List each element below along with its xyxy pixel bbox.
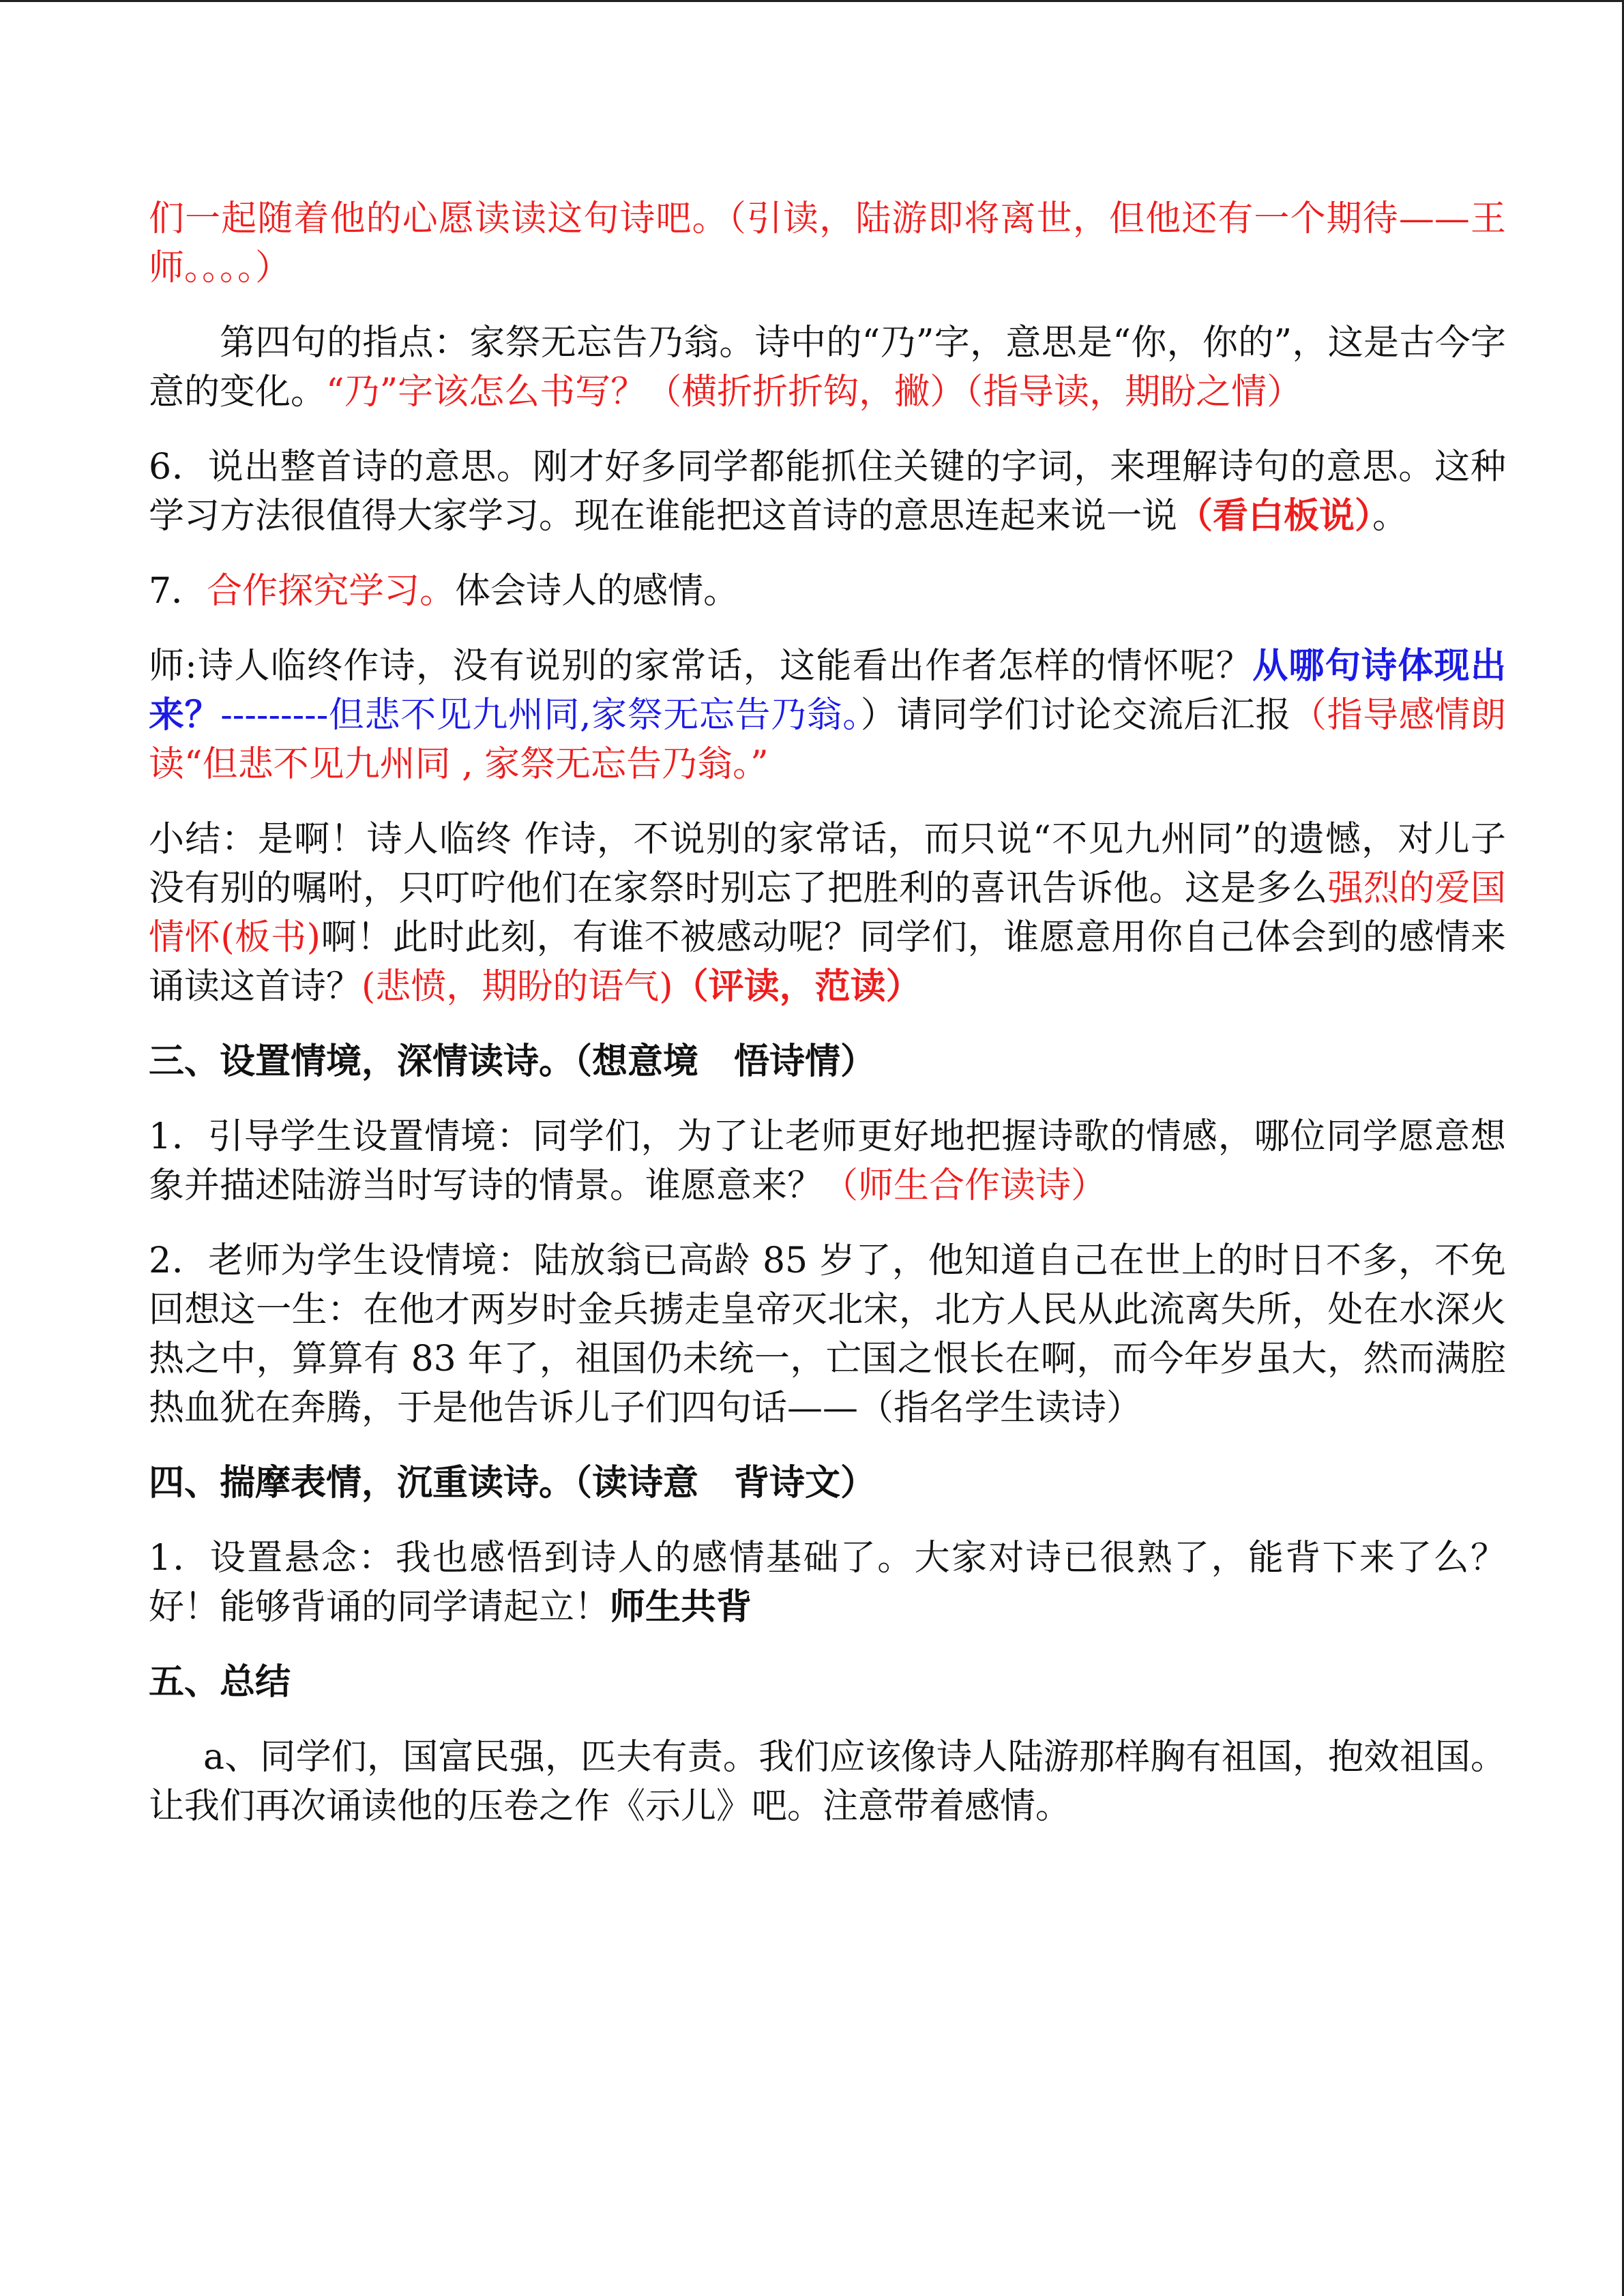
answer-text: ---------但悲不见九州同,家祭无忘告乃翁。 (220, 695, 861, 736)
emphasis-text: 师生共背 (610, 1586, 752, 1628)
paragraph-fourth-line (149, 318, 1506, 417)
body-text: 2．老师为学生设情境：陆放翁已高龄 85 岁了，他知道自己在世上的时日不多，不免回想这一生：在他才两岁时金兵掳走皇帝灭北宋，北方人民从此流离失所，处在水深火热之中，算算有 83 年了，祖国仍未统一，亡国之恨长在啊，而今年岁虽大，然而满腔热血犹在奔腾，于是他告诉儿子们四句话——（指名学生读诗） (149, 1240, 1506, 1429)
body-text: 1．引导学生设置情境：同学们，为了让老师更好地把握诗歌的情感，哪位同学愿意想象并描述陆游当时写诗的情景。谁愿意来？ (149, 1116, 1506, 1206)
annotation-text: (悲愤，期盼的语气) (361, 966, 673, 1007)
section-heading-5: 五、总结 (149, 1661, 291, 1703)
document-body (149, 194, 1506, 1857)
annotation-text: 们一起随着他的心愿读读这句诗吧。（引读，陆游即将离世，但他还有一个期待——王师。。。。） (149, 198, 1506, 288)
question-text: 从哪句诗体现出来？ (149, 645, 1506, 736)
body-text: ）请同学们讨论交流后汇报 (860, 695, 1292, 736)
section-heading-3: 三、设置情境，深情读诗。（想意境 悟诗情） (149, 1041, 876, 1082)
annotation-text: （指导感情朗读“但悲不见九州同 , 家祭无忘告乃翁。” (149, 695, 1506, 785)
body-text: 7． (149, 571, 207, 612)
paragraph-teacher-question (149, 642, 1506, 789)
body-text: 小结：是啊！诗人临终 作诗，不说别的家常话，而只说“不见九州同”的遗憾，对儿子没有别的嘱咐，只叮咛他们在家祭时别忘了把胜利的喜讯告诉他。这是多么 (149, 819, 1506, 909)
body-text: 1．设置悬念：我也感悟到诗人的感情基础了。大家对诗已很熟了，能背下来了么？好！能够背诵的同学请起立！ (149, 1538, 1506, 1628)
annotation-text: “乃”字该怎么书写？（横折折折钩，撇）（指导读，期盼之情） (326, 372, 1303, 413)
annotation-text: （看白板说） (1177, 495, 1373, 537)
body-text: 体会诗人的感情。 (455, 571, 739, 612)
body-text: 师:诗人临终作诗，没有说别的家常话，这能看出作者怎样的情怀呢？ (149, 646, 1253, 687)
body-text: 。 (1372, 496, 1408, 537)
section-heading-4: 四、揣摩表情，沉重读诗。（读诗意 背诗文） (149, 1462, 876, 1504)
body-text: 第四句的指点：家祭无忘告乃翁。诗中的“乃”字，意思是“你，你的”，这是古今字意的变化。 (149, 323, 1506, 413)
body-text: 啊！此时此刻，有谁不被感动呢？同学们，谁愿意用你自己体会到的感情来诵读这首诗？ (149, 917, 1506, 1007)
body-text: 6．说出整首诗的意思。刚才好多同学都能抓住关键的字词，来理解诗句的意思。这种学习方法很值得大家学习。现在谁能把这首诗的意思连起来说一说 (149, 447, 1506, 537)
annotation-text: 合作探究学习。 (207, 571, 456, 612)
paragraph-conclusion (149, 1733, 1506, 1831)
paragraph-suspense (149, 1534, 1506, 1632)
paragraph-step-6 (149, 443, 1506, 541)
paragraph-teacher-situation (149, 1236, 1506, 1433)
paragraph-guided-reading (149, 194, 1506, 293)
annotation-text: （师生合作读诗） (823, 1165, 1107, 1206)
paragraph-setting-situation (149, 1112, 1506, 1210)
annotation-text: （评读，范读） (673, 966, 921, 1007)
annotation-text: 强烈的爱国情怀(板书) (149, 868, 1506, 958)
paragraph-summary (149, 815, 1506, 1011)
paragraph-step-7 (149, 567, 1506, 616)
body-text: a、同学们，国富民强，匹夫有责。我们应该像诗人陆游那样胸有祖国，抱效祖国。让我们再次诵读他的压卷之作《示儿》吧。注意带着感情。 (149, 1737, 1506, 1827)
